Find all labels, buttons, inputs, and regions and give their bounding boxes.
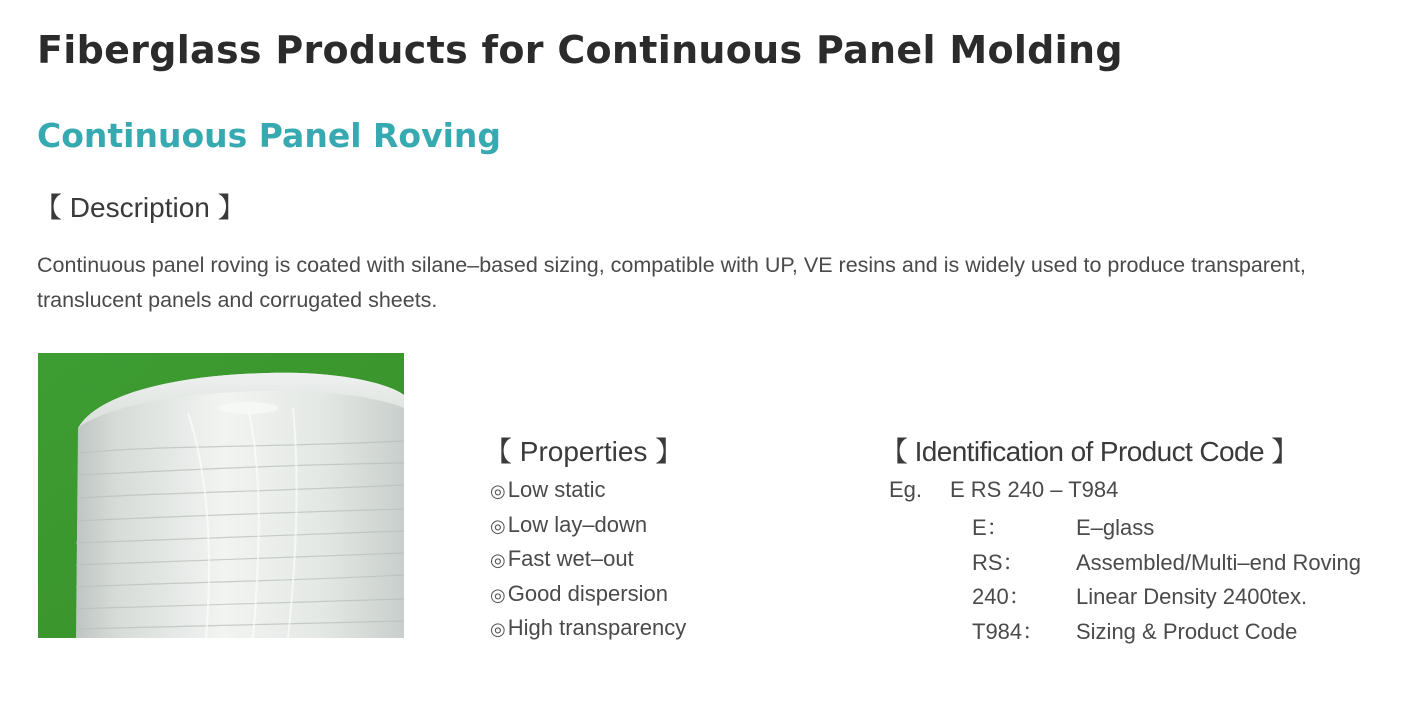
list-item: ◎Good dispersion	[490, 580, 668, 606]
list-item: ◎Low lay–down	[490, 511, 648, 537]
product-name-heading: Continuous Panel Roving	[37, 116, 502, 155]
circle-bullet-icon: ◎	[490, 550, 506, 570]
circle-bullet-icon: ◎	[490, 584, 506, 605]
description-heading: 【 Description 】	[34, 192, 246, 223]
product-code-heading: 【 Identification of Product Code 】	[880, 436, 1299, 467]
properties-heading: 【 Properties 】	[484, 436, 684, 467]
description-text: Continuous panel roving is coated with silane–based sizing, compatible with UP, VE resins and is widely used to produce transparent, translucent panels and corrugated sheets.	[37, 253, 1306, 312]
circle-bullet-icon: ◎	[490, 619, 506, 639]
code-row: E： E–glass	[972, 515, 1155, 540]
product-photo	[38, 353, 404, 638]
fiberglass-roving-spool-photo	[38, 353, 404, 638]
code-row: 240： Linear Density 2400tex.	[972, 584, 1308, 609]
product-code-example	[889, 477, 1118, 503]
list-item: ◎High transparency	[490, 615, 687, 640]
example-label: Eg.	[889, 477, 923, 502]
page-title: Fiberglass Products for Continuous Panel Molding	[37, 28, 1123, 72]
circle-bullet-icon: ◎	[490, 515, 506, 536]
code-row: RS： Assembled/Multi–end Roving	[972, 549, 1361, 575]
product-code-breakdown	[972, 511, 1361, 649]
example-code: E RS 240 – T984	[950, 477, 1119, 502]
list-item: ◎Low static	[490, 477, 606, 502]
properties-list	[490, 477, 686, 650]
circle-bullet-icon: ◎	[490, 481, 506, 501]
code-row: T984： Sizing & Product Code	[972, 618, 1298, 644]
list-item: ◎Fast wet–out	[490, 546, 634, 571]
